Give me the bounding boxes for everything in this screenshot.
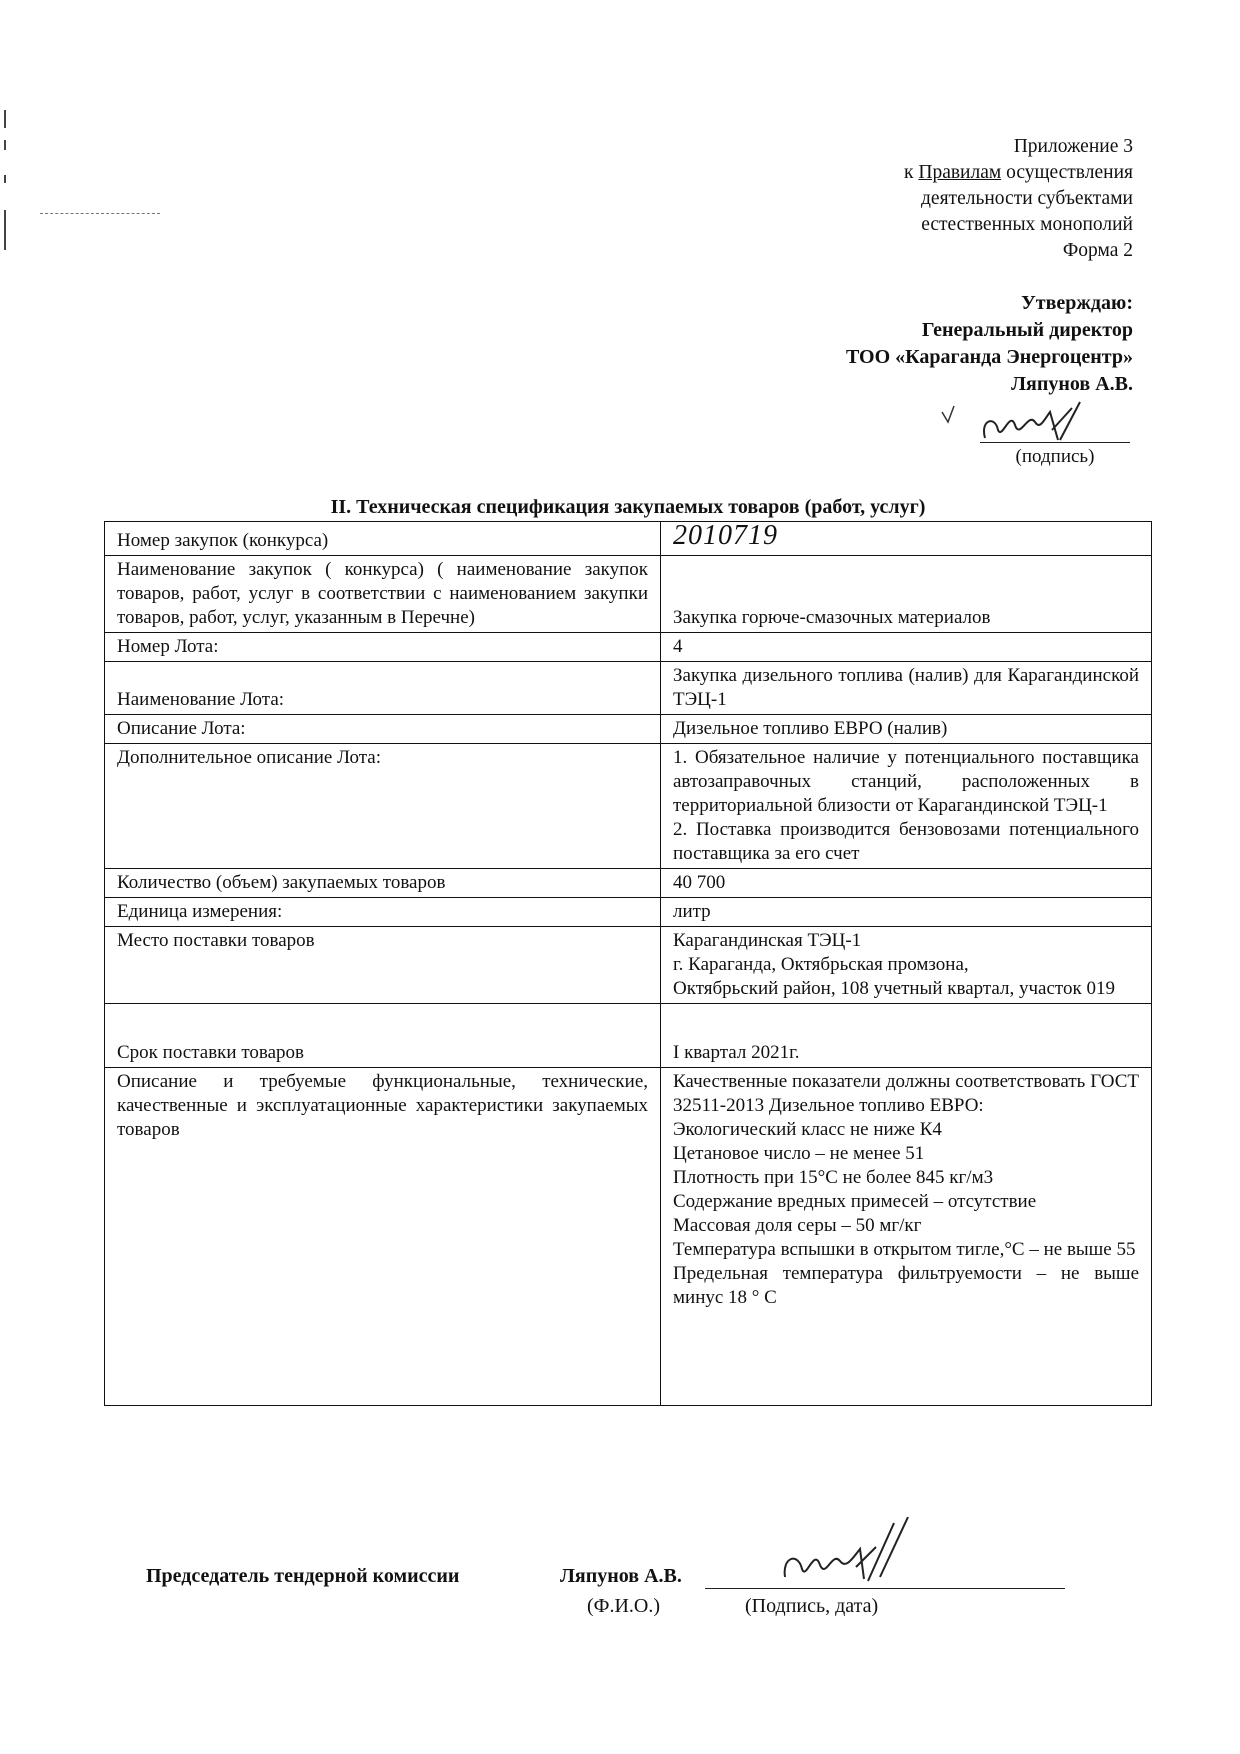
- row-value: литр: [661, 898, 1152, 927]
- table-row: [105, 522, 1152, 556]
- approval-line: Ляпунов А.В.: [1011, 373, 1133, 395]
- commission-chair-role: Председатель тендерной комиссии: [146, 1565, 460, 1587]
- row-value: Дизельное топливо ЕВРО (налив): [661, 715, 1152, 744]
- annex-line: деятельности субъектами: [921, 188, 1133, 209]
- signature-line: [705, 1588, 1065, 1589]
- signature-line: [980, 442, 1130, 443]
- table-row: [105, 715, 1152, 744]
- row-value: Карагандинская ТЭЦ-1 г. Караганда, Октябрьская промзона, Октябрьский район, 108 учетный квартал, участок 019: [661, 927, 1152, 1004]
- sign-date-caption: (Подпись, дата): [745, 1595, 879, 1617]
- scan-artifact: [40, 213, 160, 214]
- handwritten-signature-icon: [940, 400, 1140, 445]
- commission-chair-name: Ляпунов А.В.: [560, 1565, 682, 1587]
- table-row: [105, 744, 1152, 869]
- approval-line: Генеральный директор: [921, 319, 1133, 341]
- annex-header: [904, 134, 1133, 264]
- annex-line: Приложение 3: [1013, 136, 1133, 157]
- row-key: Количество (объем) закупаемых товаров: [105, 869, 661, 898]
- row-key: Наименование Лота:: [105, 662, 661, 715]
- row-value: Закупка горюче-смазочных материалов: [661, 556, 1152, 633]
- approval-line: Утверждаю:: [1021, 292, 1133, 314]
- fio-caption: (Ф.И.О.): [587, 1595, 661, 1617]
- annex-text: осуществления: [1001, 162, 1133, 183]
- annex-line: Форма 2: [1062, 240, 1133, 261]
- scan-artifact: [4, 140, 6, 150]
- table-row: [105, 1068, 1152, 1406]
- row-key: Номер закупок (конкурса): [105, 522, 661, 556]
- section-title: II. Техническая спецификация закупаемых товаров (работ, услуг): [330, 496, 926, 518]
- director-signature: [940, 400, 1140, 472]
- row-value: Закупка дизельного топлива (налив) для Карагандинской ТЭЦ-1: [661, 662, 1152, 715]
- row-key: Наименование закупок ( конкурса) ( наименование закупок товаров, работ, услуг в соответствии с наименованием закупки товаров, работ, услуг, указанным в Перечне): [105, 556, 661, 633]
- approval-line: ТОО «Караганда Энергоцентр»: [845, 346, 1133, 368]
- footer-signature: [0, 1565, 1240, 1635]
- table-row: [105, 633, 1152, 662]
- table-row: [105, 662, 1152, 715]
- row-value: I квартал 2021г.: [661, 1004, 1152, 1068]
- row-key: Единица измерения:: [105, 898, 661, 927]
- row-value: 40 700: [661, 869, 1152, 898]
- approval-block: [846, 290, 1133, 398]
- procurement-number: 2010719: [661, 522, 1152, 556]
- table-row: [105, 869, 1152, 898]
- table-row: [105, 898, 1152, 927]
- row-key: Номер Лота:: [105, 633, 661, 662]
- rules-link[interactable]: Правилам: [918, 162, 1002, 183]
- spec-table: [104, 521, 1152, 1406]
- row-key: Дополнительное описание Лота:: [105, 744, 661, 869]
- table-row: [105, 927, 1152, 1004]
- scan-artifact: [4, 175, 6, 183]
- table-row: [105, 1004, 1152, 1068]
- row-key: Срок поставки товаров: [105, 1004, 661, 1068]
- scan-artifact: [4, 110, 6, 128]
- annex-line: естественных монополий: [921, 214, 1133, 235]
- row-value: Качественные показатели должны соответствовать ГОСТ 32511-2013 Дизельное топливо ЕВРО: Экологический класс не ниже К4 Цетановое число – не менее 51 Плотность при 15°С не более 845 кг/м3 Содержание вредных примесей – отсутствие Массовая доля серы – 50 мг/кг Температура вспышки в открытом тигле,°С – не выше 55 Предельная температура фильтруемости – не выше минус 18 ° С: [661, 1068, 1152, 1406]
- row-value: 1. Обязательное наличие у потенциального поставщика автозаправочных станций, расположенных в территориальной близости от Карагандинской ТЭЦ-1 2. Поставка производится бензовозами потенциального поставщика за его счет: [661, 744, 1152, 869]
- row-key: Описание и требуемые функциональные, технические, качественные и эксплуатационные характеристики закупаемых товаров: [105, 1068, 661, 1406]
- row-value: 4: [661, 633, 1152, 662]
- annex-line: [904, 160, 1133, 186]
- row-key: Описание Лота:: [105, 715, 661, 744]
- annex-text: к: [904, 162, 919, 183]
- handwritten-signature-icon: [780, 1517, 940, 1587]
- signature-caption: (подпись): [1015, 446, 1095, 467]
- row-key: Место поставки товаров: [105, 927, 661, 1004]
- scan-artifact: [4, 210, 6, 250]
- table-row: [105, 556, 1152, 633]
